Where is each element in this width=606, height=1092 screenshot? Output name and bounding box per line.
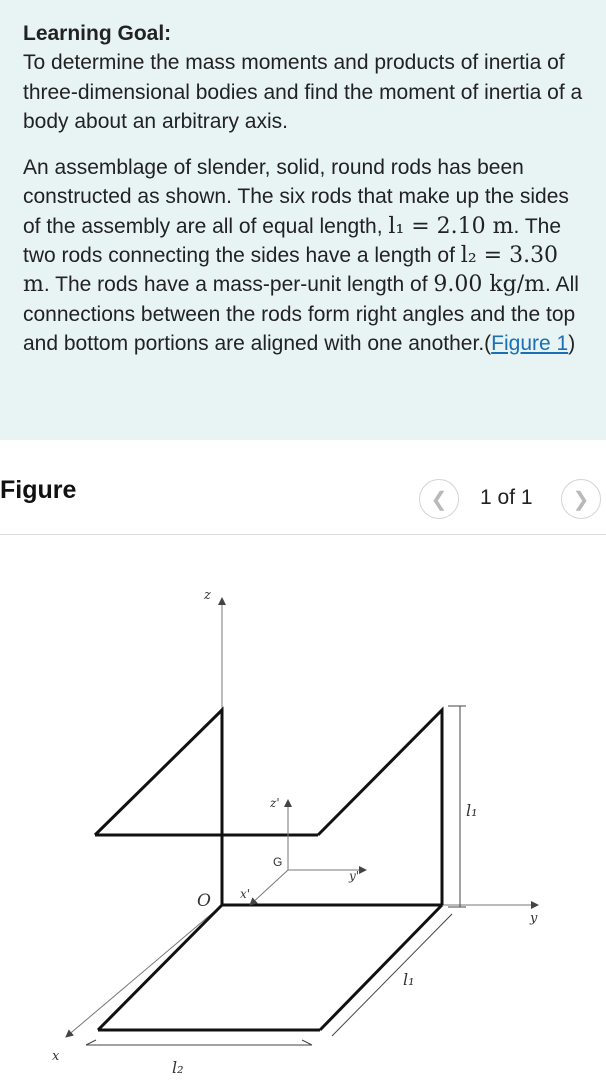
problem-text-5: ) <box>568 331 576 355</box>
problem-text-2: . The two rods connecting the sides have a length of <box>23 214 562 268</box>
dim-l1-diagonal <box>332 914 452 1036</box>
label-x-prime: x' <box>240 887 251 901</box>
learning-goal-panel <box>0 0 606 440</box>
dim-l2-arrow-left <box>86 1040 96 1045</box>
chevron-left-icon: ❮ <box>430 488 448 511</box>
label-z: z <box>204 588 211 603</box>
label-y-prime: y' <box>349 869 360 883</box>
problem-text-4: . All connections between the rods form right angles and the top and bottom portions are aligned with one another.( <box>23 273 579 355</box>
label-y: y <box>530 911 538 926</box>
l2-equation: l₂ = 3.30 m <box>23 243 559 298</box>
label-o: O <box>197 891 211 911</box>
goal-heading: Learning Goal: <box>23 22 172 45</box>
figure-counter: 1 of 1 <box>480 486 533 509</box>
label-l1-diagonal: l₁ <box>403 970 415 989</box>
top-left-rods <box>95 710 222 835</box>
problem-text-3: . The rods have a mass-per-unit length of <box>43 273 428 297</box>
goal-description: To determine the mass moments and products of inertia of three-dimensional bodies and find the moment of inertia of a body about an arbitrary axis. <box>23 51 583 133</box>
label-z-prime: z' <box>270 796 280 810</box>
label-l2: l₂ <box>172 1058 184 1077</box>
mass-equation: 9.00 kg/m <box>433 272 546 298</box>
problem-statement <box>23 153 585 358</box>
figure-title: Figure <box>0 476 77 504</box>
rod-assembly-figure <box>0 560 606 1090</box>
chevron-right-icon: ❯ <box>572 488 590 511</box>
dim-l2-arrow-right <box>302 1040 312 1045</box>
label-g: G <box>273 855 283 869</box>
next-figure-button[interactable] <box>561 479 601 519</box>
bottom-front-rod <box>320 905 442 1030</box>
divider <box>0 534 606 535</box>
top-right-rods <box>318 710 442 905</box>
x-axis <box>66 905 222 1037</box>
label-l1-vertical: l₁ <box>466 801 478 820</box>
problem-text-1: An assemblage of slender, solid, round rods has been constructed as shown. The six rods that make up the sides of the assembly are all of equal length, <box>23 156 569 238</box>
bottom-left-rod <box>98 905 222 1030</box>
label-x: x <box>52 1049 60 1064</box>
previous-figure-button[interactable] <box>419 479 459 519</box>
l1-equation: l₁ = 2.10 m <box>388 213 514 239</box>
figure-link[interactable]: Figure 1 <box>491 331 569 355</box>
x-prime-axis <box>250 870 288 905</box>
